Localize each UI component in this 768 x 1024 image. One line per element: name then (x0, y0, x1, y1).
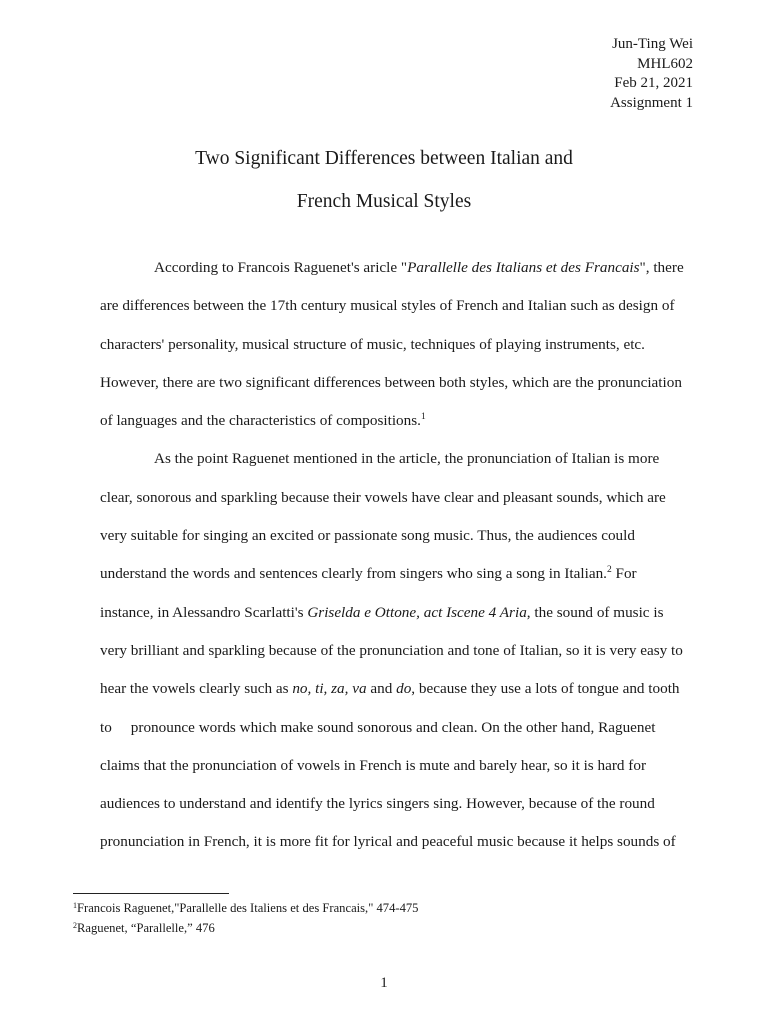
footnotes (73, 898, 418, 938)
text-span: According to Francois Raguenet's aricle " (154, 259, 408, 276)
paragraph-2-line: very brilliant and sparkling because of the pronunciation and tone of Italian, so it is very easy to (100, 641, 683, 659)
page-title (0, 137, 768, 223)
text-span: hear the vowels clearly such as (100, 680, 293, 698)
paragraph-1-line: characters' personality, musical structure of music, techniques of playing instruments, etc. (100, 335, 645, 353)
paragraph-2-line (100, 670, 700, 708)
footnote-ref-1: 1 (420, 412, 426, 423)
paragraph-2-line: very suitable for singing an excited or passionate song music. Thus, the audiences could (100, 527, 635, 545)
paragraph-2-line: to pronounce words which make sound sonorous and clean. On the other hand, Raguenet (100, 718, 656, 736)
assignment-label: Assignment 1 (610, 94, 693, 111)
text-span: , because they use a lots of tongue and tooth (411, 680, 680, 698)
title-line-2: French Musical Styles (296, 191, 472, 212)
work-title-italic: Griselda e Ottone, act Iscene 4 Aria (307, 603, 527, 621)
syllable-italic: do (396, 680, 412, 698)
text-span: of languages and the characteristics of compositions. (100, 412, 421, 430)
date: Feb 21, 2021 (614, 75, 693, 91)
footnote-text: Raguenet, “Parallelle,” 476 (77, 921, 215, 935)
syllables-italic: no, ti, za, va (292, 680, 367, 698)
paragraph-1-line (100, 249, 700, 287)
paragraph-2-line (100, 594, 700, 632)
paragraph-1-line: are differences between the 17th century musical styles of French and Italian such as design of (100, 297, 675, 315)
text-span: and (366, 680, 397, 698)
paragraph-1-line: However, there are two significant differences between both styles, which are the pronunciation (100, 373, 682, 391)
paragraph-2-line: clear, sonorous and sparkling because their vowels have clear and pleasant sounds, which are (100, 488, 666, 506)
footnote-divider (73, 893, 229, 894)
page-number: 1 (380, 975, 388, 991)
text-span: , the sound of music is (526, 603, 664, 621)
course-code: MHL602 (637, 55, 693, 72)
text-span: For (611, 565, 637, 583)
footnote-number: 2 (73, 921, 77, 930)
article-title-italic: Parallelle des Italians et des Francais (407, 259, 640, 276)
paragraph-2-line: audiences to understand and identify the lyrics singers sing. However, because of the round (100, 795, 655, 813)
paragraph-2-line: pronunciation in French, it is more fit for lyrical and peaceful music because it helps sounds of (100, 833, 676, 851)
header-block (610, 35, 693, 113)
footnote-text: Francois Raguenet,"Parallelle des Italiens et des Francais," 474-475 (77, 901, 419, 915)
footnote-1 (73, 898, 418, 918)
text-span: instance, in Alessandro Scarlatti's (100, 603, 308, 621)
paragraph-2-line: As the point Raguenet mentioned in the article, the pronunciation of Italian is more (154, 450, 660, 468)
title-line-1: Two Significant Differences between Italian and (195, 148, 573, 169)
footnote-ref-2: 2 (606, 565, 612, 576)
paragraph-1-line (100, 402, 700, 440)
author-name: Jun-Ting Wei (612, 36, 693, 52)
footnote-2 (73, 918, 418, 938)
paragraph-2-line (100, 555, 700, 593)
body-text (100, 249, 700, 862)
text-span: ", there (639, 259, 684, 276)
text-span: understand the words and sentences clearly from singers who sing a song in Italian. (100, 565, 607, 583)
footnote-number: 1 (73, 901, 77, 910)
paragraph-2-line: claims that the pronunciation of vowels in French is mute and barely hear, so it is hard for (100, 756, 647, 774)
